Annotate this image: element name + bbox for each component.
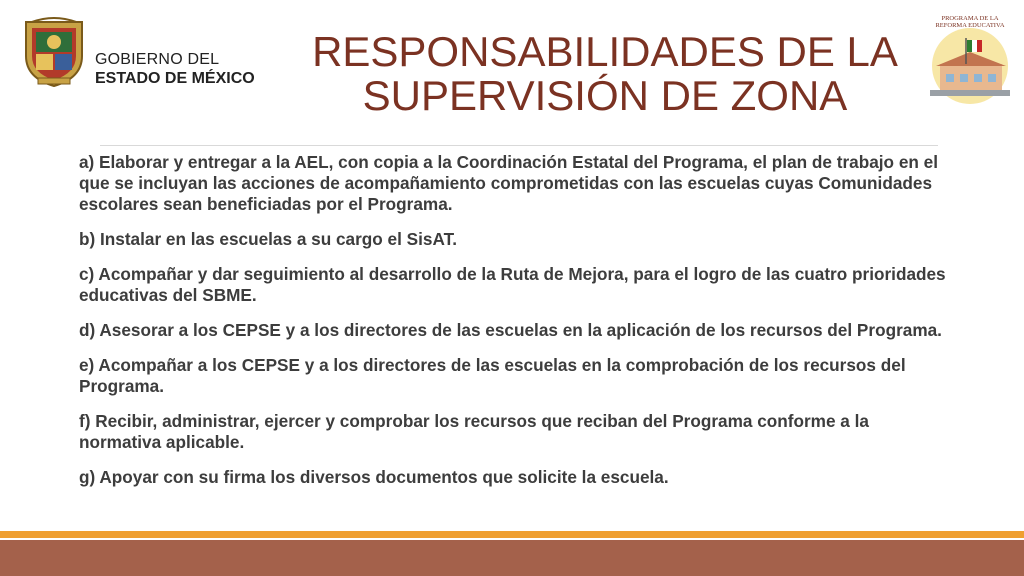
list-item: f) Recibir, administrar, ejercer y comprobar los recursos que reciban del Programa conforme a la normativa aplicable. — [79, 411, 869, 452]
government-label — [95, 50, 255, 88]
footer-band — [0, 540, 1024, 576]
list-item: b) Instalar en las escuelas a su cargo el SisAT. — [79, 229, 457, 249]
list-item: g) Apoyar con su firma los diversos documentos que solicite la escuela. — [79, 467, 669, 487]
government-line1: GOBIERNO DEL — [95, 51, 220, 68]
program-logo-line1: PROGRAMA DE LA — [941, 15, 999, 22]
program-logo-text — [926, 15, 1014, 29]
estado-de-mexico-shield-icon — [22, 16, 86, 88]
title-line2: SUPERVISIÓN DE ZONA — [362, 72, 848, 119]
list-item: e) Acompañar a los CEPSE y a los directores de las escuelas en la comprobación de los recursos del Programa. — [79, 355, 906, 396]
program-logo-line2: REFORMA EDUCATIVA — [935, 22, 1005, 29]
page-title — [300, 30, 910, 118]
footer-accent-bar — [0, 531, 1024, 538]
government-line2: ESTADO DE MÉXICO — [95, 70, 255, 87]
header-divider — [100, 145, 938, 146]
list-item: d) Asesorar a los CEPSE y a los directores de las escuelas en la aplicación de los recursos del Programa. — [79, 320, 942, 340]
title-line1: RESPONSABILIDADES DE LA — [312, 28, 898, 75]
responsibilities-list — [79, 152, 949, 502]
list-item: a) Elaborar y entregar a la AEL, con copia a la Coordinación Estatal del Programa, el plan de trabajo en el que se incluyan las acciones de acompañamiento comprometidas con las escuelas cuyas Comunidades escolares sean beneficiadas por el Programa. — [79, 152, 938, 214]
list-item: c) Acompañar y dar seguimiento al desarrollo de la Ruta de Mejora, para el logro de las cuatro prioridades educativas del SBME. — [79, 264, 946, 305]
